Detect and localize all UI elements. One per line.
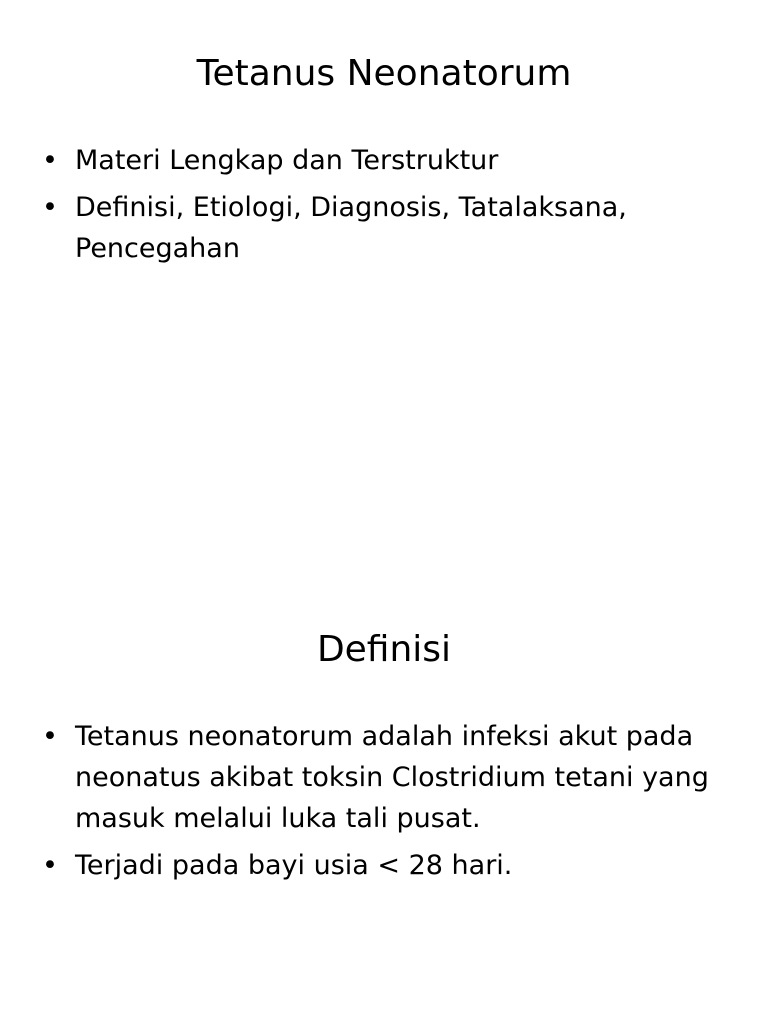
- bullet-text: Materi Lengkap dan Terstruktur: [75, 145, 499, 176]
- bullet-list: [40, 716, 740, 892]
- bullet-icon: •: [42, 721, 58, 752]
- bullet-icon: •: [42, 145, 58, 176]
- bullet-item: [40, 845, 740, 886]
- bullet-item: [40, 140, 740, 181]
- bullet-item: [40, 716, 740, 839]
- bullet-icon: •: [42, 850, 58, 881]
- bullet-text: Terjadi pada bayi usia < 28 hari.: [75, 850, 513, 881]
- slide-title: Tetanus Neonatorum: [196, 53, 572, 94]
- slide-2: [0, 512, 768, 1024]
- bullet-text: Tetanus neonatorum adalah infeksi akut pada neonatus akibat toksin Clostridium tetani yang masuk melalui luka tali pusat.: [75, 721, 709, 834]
- bullet-list: [40, 140, 740, 275]
- slide-title: Definisi: [316, 629, 452, 670]
- bullet-text: Definisi, Etiologi, Diagnosis, Tatalaksana, Pencegahan: [75, 192, 627, 264]
- bullet-item: [40, 187, 740, 269]
- bullet-icon: •: [42, 192, 58, 223]
